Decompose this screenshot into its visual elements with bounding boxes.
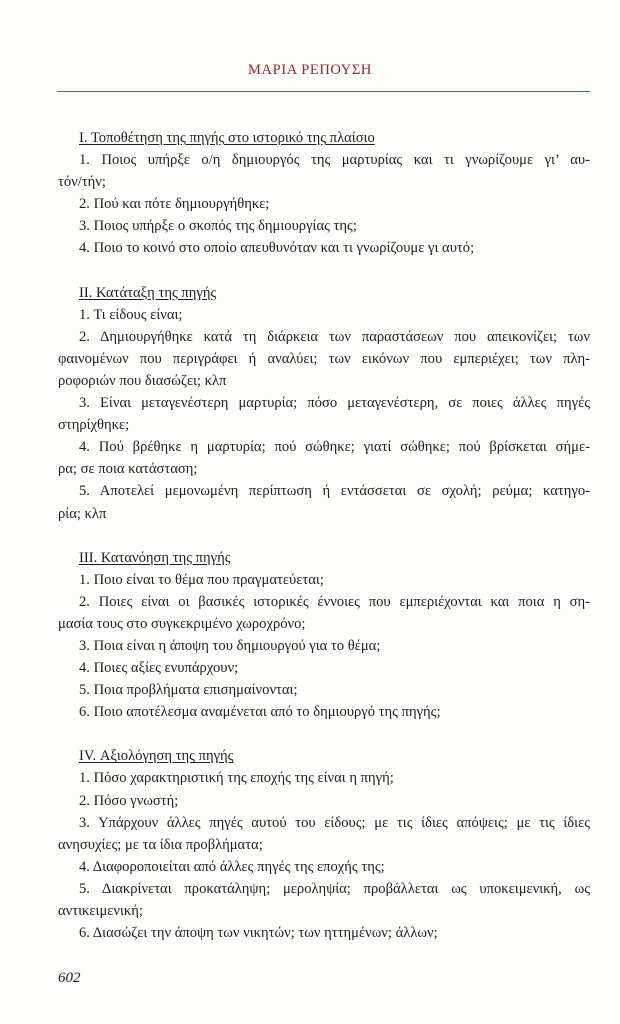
text-line: 3. Ποιος υπήρξε ο σκοπός της δημιουργίας της; bbox=[79, 218, 357, 235]
text-line: 2. Ποιες είναι οι βασικές ιστορικές έννοιες που εμπεριέχονται και ποια η ση- bbox=[79, 593, 590, 610]
text-line: ανησυχίες; με τα ίδια προβλήματα; bbox=[58, 836, 263, 853]
header-rule bbox=[57, 91, 590, 92]
section bbox=[58, 282, 590, 525]
question-item bbox=[58, 591, 590, 635]
question-item bbox=[58, 436, 590, 480]
section bbox=[58, 745, 590, 944]
text-line: 3. Είναι μεταγενέστερη μαρτυρία; πόσο μεταγενέστερη, σε ποιες άλλες πηγές bbox=[79, 395, 590, 412]
question-item bbox=[58, 569, 590, 591]
text-line: 1. Τι είδους είναι; bbox=[79, 306, 183, 323]
question-item bbox=[58, 657, 590, 679]
text-line: ρα; σε ποια κατάσταση; bbox=[58, 461, 198, 478]
text-line: στηρίχθηκε; bbox=[58, 417, 130, 434]
text-line: 4. Ποιο το κοινό στο οποίο απευθυνόταν και τι γνωρίζουμε γι αυτό; bbox=[79, 240, 475, 257]
question-item bbox=[58, 193, 590, 215]
text-line: 6. Ποιο αποτέλεσμα αναμένεται από το δημιουργό της πηγής; bbox=[79, 704, 441, 721]
question-item bbox=[58, 812, 590, 856]
text-line: 5. Αποτελεί μεμονωμένη περίπτωση ή εντάσσεται σε σχολή; ρεύμα; κατηγο- bbox=[79, 483, 590, 500]
question-item bbox=[58, 149, 590, 193]
text-line: φαινομένων που περιγράφει ή αναλύει; των εικόνων που εμπεριέχει; των πλη- bbox=[58, 350, 590, 367]
text-line: 4. Διαφοροποιείται από άλλες πηγές της εποχής της; bbox=[79, 858, 385, 875]
section-heading: ΙΙ. Κατάταξη της πηγής bbox=[79, 284, 217, 301]
page-content bbox=[58, 127, 590, 966]
section-heading: Ι. Τοποθέτηση της πηγής στο ιστορικό της πλαίσιο bbox=[79, 130, 375, 146]
question-item bbox=[58, 790, 590, 812]
question-item bbox=[58, 635, 590, 657]
text-line: 5. Διακρίνεται προκατάληψη; μεροληψία; προβάλλεται ως υποκειμενική, ως bbox=[79, 880, 590, 897]
question-item bbox=[58, 304, 590, 326]
section-heading: IV. Αξιολόγηση της πηγής bbox=[79, 748, 234, 765]
text-line: 2. Πόσο γνωστή; bbox=[79, 792, 179, 809]
page-number: 602 bbox=[58, 970, 81, 986]
question-item bbox=[58, 701, 590, 723]
section bbox=[58, 127, 590, 260]
question-item bbox=[58, 922, 590, 944]
question-item bbox=[58, 856, 590, 878]
question-item bbox=[58, 237, 590, 259]
text-line: ρία; κλπ bbox=[58, 505, 107, 522]
text-line: 3. Ποια είναι η άποψη του δημιουργού για το θέμα; bbox=[79, 637, 381, 654]
section bbox=[58, 547, 590, 724]
text-line: 4. Ποιες αξίες ενυπάρχουν; bbox=[79, 660, 239, 677]
text-line: 2. Πού και πότε δημιουργήθηκε; bbox=[79, 196, 270, 213]
text-line: 1. Ποιο είναι το θέμα που πραγματεύεται; bbox=[79, 571, 324, 588]
text-line: 1. Πόσο χαρακτηριστική της εποχής της είναι η πηγή; bbox=[79, 770, 394, 787]
question-item bbox=[58, 215, 590, 237]
running-head: ΜΑΡΙΑ ΡΕΠΟΥΣΗ bbox=[248, 62, 372, 78]
question-item bbox=[58, 326, 590, 392]
question-item bbox=[58, 679, 590, 701]
text-line: μασία τους στο συγκεκριμένο χωροχρόνο; bbox=[58, 615, 306, 632]
section-heading: ΙΙΙ. Κατανόηση της πηγής bbox=[79, 549, 231, 566]
text-line: 4. Πού βρέθηκε η μαρτυρία; πού σώθηκε; γιατί σώθηκε; πού βρίσκεται σήμε- bbox=[79, 439, 590, 456]
text-line: 5. Ποια προβλήματα επισημαίνονται; bbox=[79, 682, 298, 699]
question-item bbox=[58, 767, 590, 789]
question-item bbox=[58, 480, 590, 524]
question-item bbox=[58, 392, 590, 436]
text-line: 3. Υπάρχουν άλλες πηγές αυτού του είδους; με τις ίδιες απόψεις; με τις ίδιες bbox=[79, 814, 590, 831]
question-item bbox=[58, 878, 590, 922]
text-line: ροφοριών που διασώζει; κλπ bbox=[58, 372, 227, 389]
text-line: 2. Δημιουργήθηκε κατά τη διάρκεια των παραστάσεων που απεικονίζει; των bbox=[79, 328, 590, 345]
text-line: τόν/τήν; bbox=[58, 174, 106, 191]
text-line: 1. Ποιος υπήρξε ο/η δημιουργός της μαρτυρίας και τι γνωρίζουμε γι’ αυ- bbox=[79, 152, 590, 169]
text-line: 6. Διασώζει την άποψη των νικητών; των ηττημένων; άλλων; bbox=[79, 925, 438, 942]
text-line: αντικειμενική; bbox=[58, 903, 143, 919]
